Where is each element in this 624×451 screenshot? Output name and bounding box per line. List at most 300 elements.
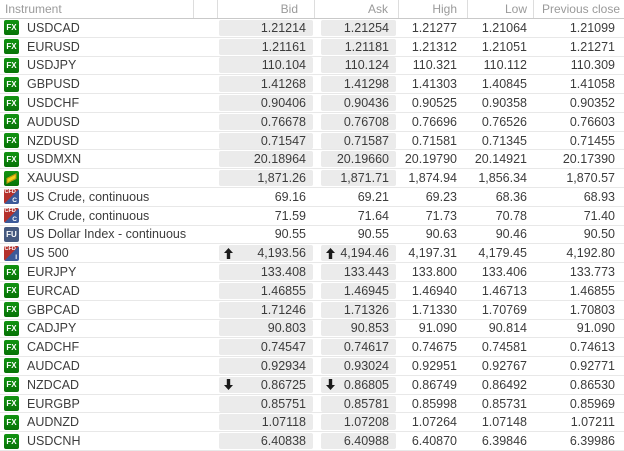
bid-quote[interactable] [219, 20, 313, 36]
table-row[interactable] [0, 113, 624, 132]
fx-badge-icon: FX [4, 39, 19, 54]
instrument-cell [0, 413, 193, 431]
ask-cell [314, 188, 398, 206]
ask-cell [314, 357, 398, 375]
cfd-label: CFD [4, 208, 16, 215]
bid-cell [217, 19, 314, 37]
bid-quote[interactable] [219, 414, 313, 430]
previous-close-value: 1.70803 [569, 302, 615, 317]
instrument-label: CADCHF [27, 340, 80, 355]
spacer-cell [193, 188, 217, 206]
bid-quote[interactable] [219, 208, 313, 224]
bid-cell [217, 244, 314, 262]
ask-quote[interactable] [321, 302, 396, 318]
bid-cell [217, 132, 314, 150]
fx-badge-icon: FX [4, 340, 19, 355]
instrument-label: UK Crude, continuous [27, 208, 150, 223]
ask-cell [314, 150, 398, 168]
ask-quote[interactable] [321, 414, 396, 430]
ask-cell [314, 432, 398, 450]
previous-close-value: 0.76603 [569, 114, 615, 129]
bid-quote[interactable] [219, 377, 313, 393]
previous-close-value: 0.90352 [569, 96, 615, 111]
low-value: 0.85731 [481, 396, 527, 411]
high-value: 0.74675 [411, 340, 457, 355]
table-row[interactable] [0, 357, 624, 376]
ask-quote[interactable] [321, 170, 396, 186]
low-value: 0.74581 [481, 340, 527, 355]
high-value: 6.40870 [411, 434, 457, 449]
table-row[interactable] [0, 188, 624, 207]
low-value: 0.86492 [481, 377, 527, 392]
bid-quote[interactable] [219, 95, 313, 111]
bid-quote[interactable] [219, 189, 313, 205]
fx-badge-icon: FX [4, 114, 19, 129]
column-header-low[interactable]: Low [467, 0, 533, 18]
instrument-cell [0, 38, 193, 56]
gold-ingot [7, 173, 17, 184]
spacer-cell [193, 75, 217, 93]
bid-cell [217, 188, 314, 206]
low-value: 133.406 [481, 265, 527, 280]
instrument-cell [0, 320, 193, 338]
fx-badge-icon: FX [4, 377, 19, 392]
instrument-cell [0, 301, 193, 319]
ask-cell [314, 301, 398, 319]
spacer-cell [193, 357, 217, 375]
table-row[interactable] [0, 226, 624, 245]
ask-quote[interactable] [321, 433, 396, 449]
instrument-label: AUDCAD [27, 358, 80, 373]
ask-quote[interactable] [321, 358, 396, 374]
ask-cell [314, 226, 398, 244]
ask-quote[interactable] [321, 133, 396, 149]
previous-close-value: 1.21271 [569, 39, 615, 54]
fx-badge-icon: FX [4, 358, 19, 373]
ask-cell [314, 413, 398, 431]
low-value: 1,856.34 [478, 171, 527, 186]
ask-value: 69.21 [357, 189, 389, 204]
bid-value: 6.40838 [260, 434, 306, 449]
cfd-commodity-icon [4, 189, 19, 204]
cfd-index-icon [4, 246, 19, 261]
bid-cell [217, 169, 314, 187]
previous-close-value: 0.92771 [569, 358, 615, 373]
column-header-ask[interactable]: Ask [314, 0, 398, 18]
instrument-cell [0, 94, 193, 112]
ask-value: 4,194.46 [340, 246, 389, 261]
bid-value: 110.104 [261, 58, 306, 73]
bid-quote[interactable] [219, 57, 313, 73]
bid-value: 1.41268 [260, 77, 306, 92]
low-value: 68.36 [495, 189, 527, 204]
ask-quote[interactable] [321, 377, 396, 393]
high-value: 133.800 [411, 265, 457, 280]
fx-badge-icon: FX [4, 434, 19, 449]
high-value: 0.90525 [411, 96, 457, 111]
low-value: 4,179.45 [478, 246, 527, 261]
ask-value: 90.853 [350, 321, 389, 336]
ask-value: 0.86805 [343, 377, 389, 392]
ask-cell [314, 94, 398, 112]
bid-quote[interactable] [219, 433, 313, 449]
instrument-label: EURGBP [27, 396, 80, 411]
previous-close-value: 68.93 [583, 189, 615, 204]
ask-value: 1.21254 [343, 20, 389, 35]
cfd-class-letter: I [15, 253, 17, 261]
table-row[interactable] [0, 338, 624, 357]
ask-value: 110.124 [344, 58, 389, 73]
ask-quote[interactable] [321, 208, 396, 224]
spacer-cell [193, 263, 217, 281]
spacer-cell [193, 38, 217, 56]
bid-cell [217, 282, 314, 300]
high-value: 20.19790 [404, 152, 457, 167]
instrument-cell [0, 357, 193, 375]
cfd-class-letter: C [12, 197, 17, 205]
ask-quote[interactable] [321, 151, 396, 167]
low-value: 0.71345 [481, 133, 527, 148]
table-row[interactable] [0, 301, 624, 320]
down-arrow-icon [326, 379, 335, 390]
ask-quote[interactable] [321, 57, 396, 73]
bid-cell [217, 432, 314, 450]
bid-value: 1.21214 [260, 20, 306, 35]
spacer-cell [193, 19, 217, 37]
high-value: 90.63 [425, 227, 457, 242]
low-value: 1.07148 [481, 415, 527, 430]
ask-value: 1.07208 [343, 415, 389, 430]
previous-close-value: 4,192.80 [566, 246, 615, 261]
bid-cell [217, 94, 314, 112]
fx-badge-icon: FX [4, 96, 19, 111]
instrument-cell [0, 75, 193, 93]
ask-cell [314, 57, 398, 75]
instrument-cell [0, 57, 193, 75]
ask-cell [314, 244, 398, 262]
bid-quote[interactable] [219, 76, 313, 92]
bid-value: 1.07118 [261, 415, 306, 430]
instrument-label: EURJPY [27, 265, 77, 280]
bid-quote[interactable] [219, 151, 313, 167]
ask-cell [314, 282, 398, 300]
previous-close-value: 0.85969 [569, 396, 615, 411]
spacer-cell [193, 413, 217, 431]
bid-cell [217, 357, 314, 375]
table-row[interactable] [0, 413, 624, 432]
column-header-bid[interactable]: Bid [217, 0, 314, 18]
previous-close-value: 71.40 [583, 208, 615, 223]
bid-quote[interactable] [219, 396, 313, 412]
low-value: 6.39846 [481, 434, 527, 449]
low-value: 1.40845 [481, 77, 527, 92]
previous-close-value: 1.07211 [570, 415, 615, 430]
ask-cell [314, 75, 398, 93]
bid-quote[interactable] [219, 283, 313, 299]
ask-value: 1.21181 [344, 39, 389, 54]
bid-quote[interactable] [219, 264, 313, 280]
bid-quote[interactable] [219, 226, 313, 242]
high-value: 1,874.94 [408, 171, 457, 186]
table-row[interactable] [0, 320, 624, 339]
ask-value: 20.19660 [336, 152, 389, 167]
ask-value: 1.41298 [343, 77, 389, 92]
table-row[interactable] [0, 150, 624, 169]
instrument-label: GBPUSD [27, 77, 80, 92]
ask-quote[interactable] [321, 264, 396, 280]
instrument-label: GBPCAD [27, 302, 80, 317]
low-value: 0.76526 [481, 114, 527, 129]
high-value: 91.090 [418, 321, 457, 336]
low-value: 0.90358 [481, 96, 527, 111]
instrument-label: USDJPY [27, 58, 77, 73]
instrument-label: XAUUSD [27, 171, 80, 186]
instrument-cell [0, 207, 193, 225]
ask-quote[interactable] [321, 114, 396, 130]
bid-quote[interactable] [219, 358, 313, 374]
spacer-cell [193, 150, 217, 168]
high-value: 0.86749 [411, 377, 457, 392]
cfd-label: CFD [4, 189, 16, 196]
ask-quote[interactable] [321, 339, 396, 355]
previous-close-value: 0.74613 [569, 340, 615, 355]
fx-badge-icon: FX [4, 58, 19, 73]
bid-cell [217, 57, 314, 75]
high-value: 0.92951 [411, 358, 457, 373]
spacer-cell [193, 282, 217, 300]
previous-close-value: 1,870.57 [566, 171, 615, 186]
low-value: 1.46713 [481, 283, 527, 298]
instrument-label: NZDUSD [27, 133, 80, 148]
bid-quote[interactable] [219, 39, 313, 55]
fx-badge-icon: FX [4, 265, 19, 280]
instrument-label: US 500 [27, 246, 69, 261]
instrument-cell [0, 244, 193, 262]
table-row[interactable] [0, 94, 624, 113]
bid-value: 0.92934 [260, 358, 306, 373]
spacer-cell [193, 338, 217, 356]
column-header-spacer [193, 0, 217, 18]
instrument-label: EURUSD [27, 39, 80, 54]
table-row[interactable] [0, 207, 624, 226]
previous-close-value: 20.17390 [562, 152, 615, 167]
previous-close-value: 1.21099 [569, 20, 615, 35]
bid-value: 0.85751 [260, 396, 306, 411]
previous-close-value: 6.39986 [569, 434, 615, 449]
ask-quote[interactable] [321, 95, 396, 111]
ask-quote[interactable] [321, 76, 396, 92]
bid-cell [217, 113, 314, 131]
bid-cell [217, 413, 314, 431]
cfd-label: CFD [4, 245, 16, 252]
spacer-cell [193, 432, 217, 450]
previous-close-value: 1.46855 [569, 283, 615, 298]
table-row[interactable] [0, 263, 624, 282]
instrument-cell [0, 338, 193, 356]
up-arrow-icon [326, 248, 335, 259]
bid-value: 0.90406 [260, 96, 306, 111]
ask-value: 0.76708 [343, 114, 389, 129]
instrument-cell [0, 113, 193, 131]
bid-value: 4,193.56 [257, 246, 306, 261]
table-row[interactable] [0, 19, 624, 38]
high-value: 1.41303 [411, 77, 457, 92]
fx-badge-icon: FX [4, 415, 19, 430]
table-row[interactable] [0, 395, 624, 414]
ask-value: 6.40988 [343, 434, 389, 449]
fx-badge-icon: FX [4, 133, 19, 148]
instrument-label: US Dollar Index - continuous [27, 227, 187, 242]
high-value: 69.23 [425, 189, 457, 204]
ask-quote[interactable] [321, 245, 396, 261]
ask-cell [314, 376, 398, 394]
column-header-high[interactable]: High [398, 0, 467, 18]
bid-cell [217, 207, 314, 225]
ask-value: 0.85781 [343, 396, 389, 411]
instrument-cell [0, 263, 193, 281]
instrument-cell [0, 432, 193, 450]
column-header-instrument[interactable]: Instrument [5, 2, 62, 16]
ask-quote[interactable] [321, 226, 396, 242]
table-row[interactable] [0, 132, 624, 151]
ask-quote[interactable] [321, 283, 396, 299]
bid-quote[interactable] [219, 302, 313, 318]
high-value: 1.21312 [411, 39, 457, 54]
spacer-cell [193, 376, 217, 394]
cfd-class-letter: C [12, 216, 17, 224]
fx-badge-icon: FX [4, 302, 19, 317]
high-value: 110.321 [412, 58, 457, 73]
previous-close-value: 90.50 [583, 227, 615, 242]
ask-value: 71.64 [357, 208, 389, 223]
instrument-cell [0, 376, 193, 394]
ask-value: 1.71326 [343, 302, 389, 317]
bid-value: 90.55 [274, 227, 306, 242]
low-value: 110.112 [483, 58, 527, 73]
table-body [0, 19, 624, 451]
bid-quote[interactable] [219, 114, 313, 130]
table-row[interactable] [0, 38, 624, 57]
low-value: 90.46 [495, 227, 527, 242]
futures-badge-icon: FU [4, 227, 19, 242]
bid-quote[interactable] [219, 170, 313, 186]
low-value: 90.814 [488, 321, 527, 336]
ask-quote[interactable] [321, 39, 396, 55]
instrument-cell [0, 19, 193, 37]
table-row[interactable] [0, 376, 624, 395]
instrument-cell [0, 169, 193, 187]
spacer-cell [193, 94, 217, 112]
instrument-label: USDCHF [27, 96, 80, 111]
ask-cell [314, 19, 398, 37]
bid-value: 1.71246 [260, 302, 306, 317]
high-value: 4,197.31 [408, 246, 457, 261]
bid-cell [217, 395, 314, 413]
high-value: 71.73 [425, 208, 457, 223]
bid-quote[interactable] [219, 245, 313, 261]
low-value: 20.14921 [474, 152, 527, 167]
instrument-cell [0, 226, 193, 244]
ask-quote[interactable] [321, 320, 396, 336]
bid-value: 1.21161 [261, 39, 306, 54]
table-row[interactable] [0, 282, 624, 301]
bid-quote[interactable] [219, 320, 313, 336]
fx-badge-icon: FX [4, 20, 19, 35]
bid-quote[interactable] [219, 133, 313, 149]
previous-close-value: 91.090 [576, 321, 615, 336]
bid-value: 0.76678 [260, 114, 306, 129]
high-value: 1.46940 [411, 283, 457, 298]
bid-quote[interactable] [219, 339, 313, 355]
bid-value: 69.16 [274, 189, 306, 204]
high-value: 1.21277 [411, 20, 457, 35]
instrument-label: USDCAD [27, 20, 80, 35]
spacer-cell [193, 226, 217, 244]
table-row[interactable] [0, 75, 624, 94]
bid-cell [217, 338, 314, 356]
bid-cell [217, 226, 314, 244]
bid-value: 1,871.26 [257, 171, 306, 186]
ask-quote[interactable] [321, 396, 396, 412]
table-header [0, 0, 624, 19]
ask-cell [314, 132, 398, 150]
ask-value: 0.93024 [343, 358, 389, 373]
instrument-label: CADJPY [27, 321, 77, 336]
ask-quote[interactable] [321, 189, 396, 205]
spacer-cell [193, 57, 217, 75]
bid-cell [217, 75, 314, 93]
ask-cell [314, 113, 398, 131]
instrument-label: US Crude, continuous [27, 189, 150, 204]
low-value: 1.70769 [481, 302, 527, 317]
table-row[interactable] [0, 169, 624, 188]
fx-badge-icon: FX [4, 321, 19, 336]
bid-cell [217, 320, 314, 338]
spacer-cell [193, 244, 217, 262]
spacer-cell [193, 207, 217, 225]
table-row[interactable] [0, 432, 624, 451]
instrument-label: NZDCAD [27, 377, 80, 392]
table-row[interactable] [0, 244, 624, 263]
previous-close-value: 0.86530 [569, 377, 615, 392]
bid-value: 0.74547 [260, 340, 306, 355]
bid-value: 0.71547 [260, 133, 306, 148]
instrument-cell [0, 150, 193, 168]
instrument-cell [0, 282, 193, 300]
ask-quote[interactable] [321, 20, 396, 36]
previous-close-value: 1.41058 [569, 77, 615, 92]
table-row[interactable] [0, 57, 624, 76]
fx-badge-icon: FX [4, 152, 19, 167]
bid-value: 20.18964 [253, 152, 306, 167]
ask-value: 0.71587 [343, 133, 389, 148]
ask-cell [314, 320, 398, 338]
ask-cell [314, 395, 398, 413]
ask-cell [314, 38, 398, 56]
column-header-previous-close[interactable]: Previous close [533, 0, 624, 18]
fx-badge-icon: FX [4, 77, 19, 92]
ask-cell [314, 169, 398, 187]
spacer-cell [193, 320, 217, 338]
instrument-label: EURCAD [27, 283, 80, 298]
instrument-cell [0, 132, 193, 150]
down-arrow-icon [224, 379, 233, 390]
instrument-label: AUDNZD [27, 415, 80, 430]
instrument-cell [0, 395, 193, 413]
bid-cell [217, 301, 314, 319]
high-value: 0.71581 [411, 133, 457, 148]
spacer-cell [193, 301, 217, 319]
